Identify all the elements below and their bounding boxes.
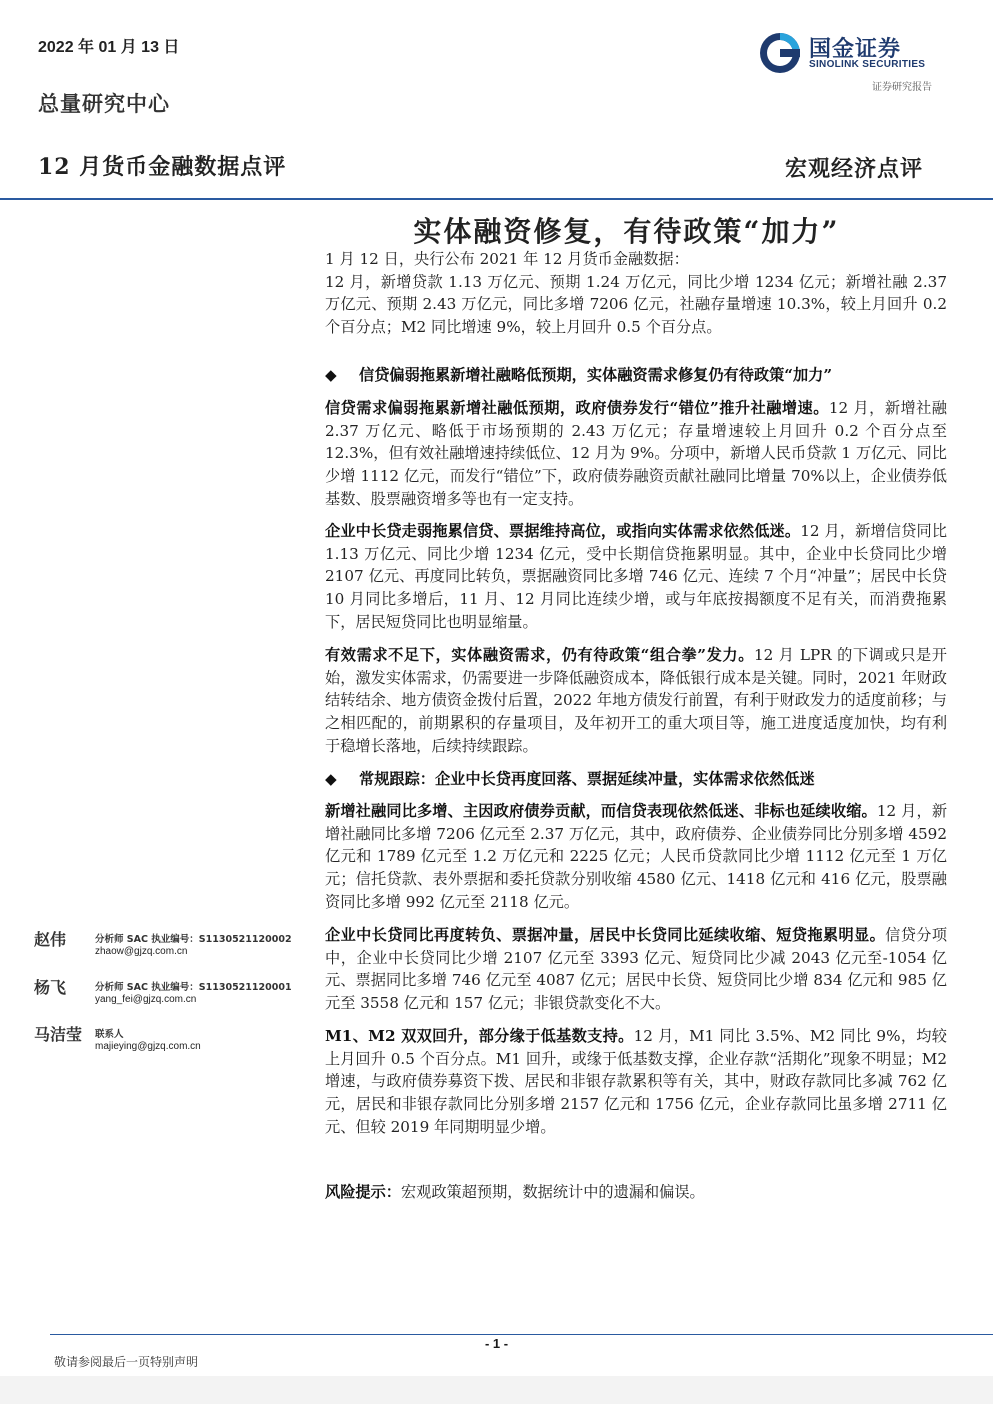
logo-subtitle: 证券研究报告: [872, 82, 932, 93]
paragraph-text: 12 月 LPR 的下调或只是开始，激发实体需求，仍需要进一步降低融资成本，降低银行成本是关键。同时，2021 年财政结转结余、地方债资金拨付后置，2022 年地方债发行前置，有利于财政发力的适度前移；与之相匹配的，前期累积的存量项目，及年初开工的重大项目等，施工进度适度加快，均有利于稳增长落地，后续持续跟踪。: [325, 646, 947, 755]
diamond-bullet-icon: ◆: [325, 770, 337, 788]
company-logo: [757, 30, 947, 80]
section-paragraph: [325, 397, 947, 511]
paragraph-lead: M1、M2 双双回升，部分缘于低基数支持。: [325, 1027, 634, 1045]
paragraph-lead: 有效需求不足下，实体融资需求，仍有待政策“组合拳”发力。: [325, 646, 754, 664]
analyst-email[interactable]: zhaow@gjzq.com.cn: [95, 946, 188, 957]
analyst-name: 赵伟: [34, 930, 67, 949]
analyst-email[interactable]: majieying@gjzq.com.cn: [95, 1041, 201, 1052]
research-center: 总量研究中心: [38, 91, 170, 116]
footer-divider: [50, 1334, 993, 1335]
logo-mark-icon: [757, 30, 803, 76]
analyst-role: 分析师 SAC 执业编号：S1130521120001: [95, 982, 292, 993]
report-title: 12 月货币金融数据点评: [38, 154, 287, 180]
main-title: [0, 210, 993, 250]
disclaimer-note: 敬请参阅最后一页特别声明: [54, 1355, 199, 1369]
paragraph-text: 12 月，新增信贷同比 1.13 万亿元、同比少增 1234 亿元，受中长期信贷拖累明显。其中，企业中长贷同比少增 2107 亿元、再度同比转负，票据融资同比多增 746 亿元、连续 7 个月“冲量”；居民中长贷 10 月同比多增后，11 月、12 月同比连续少增，或与年底按揭额度不足有关，而消费拖累下，居民短贷同比也明显缩量。: [325, 522, 948, 631]
logo-name-en: SINOLINK SECURITIES: [809, 59, 926, 70]
logo-name-cn: 国金证券: [809, 37, 902, 62]
risk-notice: [325, 1181, 947, 1204]
paragraph-lead: 信贷需求偏弱拖累新增社融低预期，政府债券发行“错位”推升社融增速。: [325, 399, 829, 417]
paragraph-text: 12 月，M1 同比 3.5%、M2 同比 9%，均较上月回升 0.5 个百分点。M1 回升，或缘于低基数支撑，企业存款“活期化”现象不明显；M2 增速，与政府债券募资下拨、居民和非银存款累积等有关，其中，财政存款同比多减 762 亿元，居民和非银存款同比分别多增 2157 亿元和 1756 亿元，企业存款同比虽多增 2711 亿元、但较 2019 年同期明显少增。: [325, 1027, 947, 1136]
section-paragraph: [325, 800, 947, 914]
paragraph-text: 12 月，新增社融 2.37 万亿元、略低于市场预期的 2.43 万亿元；存量增速较上月回升 0.2 个百分点至 12.3%，但有效社融增速持续低位、12 月为 9%。分项中，新增人民币贷款 1 万亿元、同比少增 1112 亿元，而发行“错位”下，政府债券融资贡献社融同比增量 70%以上，企业债券低基数、股票融资增多等也有一定支持。: [325, 399, 947, 508]
risk-text: 宏观政策超预期，数据统计中的遗漏和偏误。: [400, 1183, 705, 1201]
intro-line: 1 月 12 日，央行公布 2021 年 12 月货币金融数据：: [325, 250, 689, 268]
section-bullet: [325, 768, 947, 789]
section-paragraph: [325, 1025, 947, 1139]
intro-summary: 12 月，新增贷款 1.13 万亿元、预期 1.24 万亿元，同比少增 1234 亿元；新增社融 2.37 万亿元、预期 2.43 万亿元，同比多增 7206 亿元，社融存量增速 10.3%，较上月回升 0.2 个百分点；M2 同比增速 9%，较上月回升 0.5 个百分点。: [325, 272, 947, 337]
section-paragraph: [325, 924, 947, 1015]
section-paragraph: [325, 644, 947, 758]
analyst-role: 联系人: [95, 1029, 124, 1040]
analyst-email[interactable]: yang_fei@gjzq.com.cn: [95, 994, 197, 1005]
paragraph-lead: 企业中长贷走弱拖累信贷、票据维持高位，或指向实体需求依然低迷。: [325, 522, 801, 540]
section-heading: 信贷偏弱拖累新增社融略低预期，实体融资需求修复仍有待政策“加力”: [359, 366, 833, 384]
diamond-bullet-icon: ◆: [325, 366, 337, 384]
analyst-name: 杨飞: [34, 978, 67, 997]
section-paragraph: [325, 520, 947, 634]
main-title-text: 实体融资修复，有待政策“加力”: [413, 215, 840, 248]
risk-label: 风险提示：: [325, 1183, 401, 1201]
header-divider: [0, 198, 993, 200]
section-heading: 常规跟踪：企业中长贷再度回落、票据延续冲量，实体需求依然低迷: [359, 770, 815, 788]
paragraph-lead: 新增社融同比多增、主因政府债券贡献，而信贷表现依然低迷、非标也延续收缩。: [325, 802, 877, 820]
paragraph-lead: 企业中长贷同比再度转负、票据冲量，居民中长贷同比延续收缩、短贷拖累明显。: [325, 926, 886, 944]
report-date: 2022 年 01 月 13 日: [38, 39, 180, 56]
paragraph-text: 信贷分项中，企业中长贷同比少增 2107 亿元至 3393 亿元、短贷同比少减 2043 亿元至-1054 亿元、票据同比多增 746 亿元至 4087 亿元；居民中长贷、短贷同比少增 834 亿元和 985 亿元至 3558 亿元和 157 亿元；非银贷款变化不大。: [325, 926, 948, 1013]
analyst-name: 马洁莹: [34, 1025, 83, 1044]
report-type: 宏观经济点评: [785, 156, 924, 182]
intro: [325, 248, 947, 339]
section-bullet: [325, 364, 947, 385]
page-number: - 1 -: [484, 1336, 509, 1351]
footer-band: [0, 1376, 993, 1404]
paragraph-text: 12 月，新增社融同比多增 7206 亿元至 2.37 万亿元，其中，政府债券、企业债券同比分别多增 4592 亿元和 1789 亿元至 1.2 万亿元和 2225 亿元；人民币贷款同比少增 1112 亿元至 1 万亿元；信托贷款、表外票据和委托贷款分别收缩 4580 亿元、1418 亿元和 416 亿元，股票融资同比多增 992 亿元至 2118 亿元。: [325, 802, 948, 911]
analyst-role: 分析师 SAC 执业编号：S1130521120002: [95, 934, 292, 945]
